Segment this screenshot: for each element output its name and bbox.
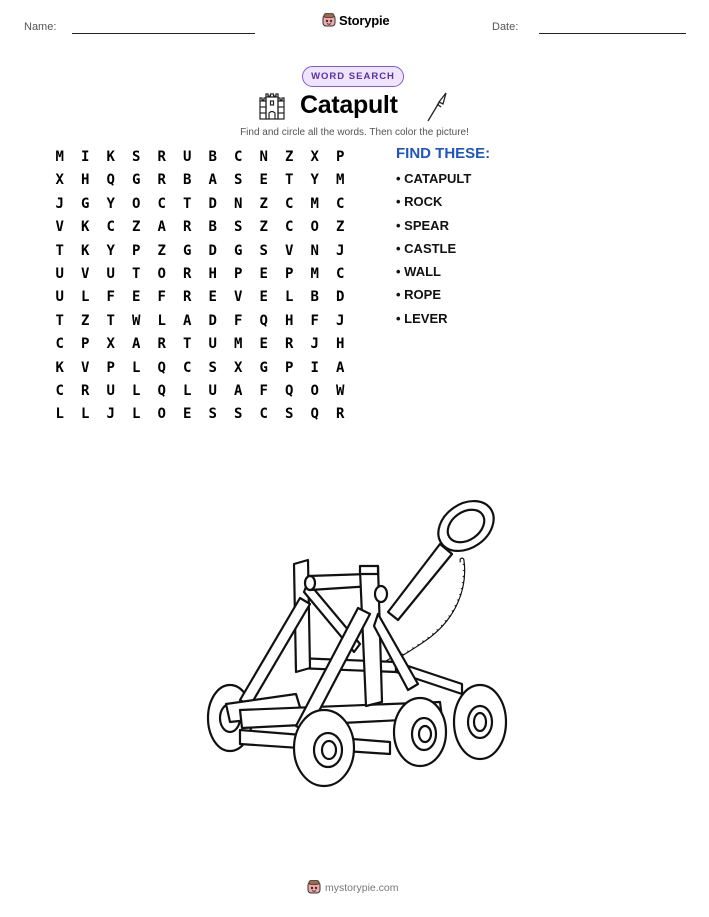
- grid-letter[interactable]: X: [234, 359, 243, 376]
- grid-letter[interactable]: N: [310, 242, 319, 259]
- spear-icon: [424, 91, 448, 123]
- grid-letter[interactable]: E: [259, 265, 268, 282]
- letter-grid[interactable]: [47, 146, 353, 427]
- storypie-mascot-icon: [322, 13, 336, 28]
- grid-letter[interactable]: F: [234, 312, 243, 329]
- instructions: Find and circle all the words. Then color the picture!: [240, 127, 469, 138]
- grid-letter[interactable]: C: [183, 359, 192, 376]
- grid-letter[interactable]: T: [285, 172, 294, 189]
- grid-letter[interactable]: T: [132, 265, 141, 282]
- grid-letter[interactable]: O: [310, 219, 319, 236]
- grid-letter[interactable]: R: [183, 289, 192, 306]
- grid-letter[interactable]: L: [132, 406, 141, 423]
- grid-letter[interactable]: D: [208, 242, 217, 259]
- grid-letter[interactable]: L: [55, 406, 64, 423]
- grid-letter[interactable]: M: [55, 149, 64, 165]
- grid-letter[interactable]: C: [285, 195, 294, 212]
- grid-letter[interactable]: L: [81, 406, 90, 423]
- grid-letter[interactable]: X: [106, 336, 115, 353]
- grid-letter[interactable]: P: [285, 265, 294, 282]
- find-these-heading: FIND THESE:: [396, 145, 491, 162]
- grid-letter[interactable]: C: [259, 406, 268, 423]
- grid-letter[interactable]: M: [336, 172, 345, 189]
- grid-letter[interactable]: L: [157, 312, 166, 329]
- grid-letter[interactable]: L: [285, 289, 294, 306]
- grid-letter[interactable]: A: [132, 336, 141, 353]
- grid-letter[interactable]: P: [234, 265, 243, 282]
- grid-letter[interactable]: Q: [157, 359, 166, 376]
- grid-letter[interactable]: S: [132, 149, 141, 165]
- grid-letter[interactable]: S: [259, 242, 268, 259]
- grid-letter[interactable]: I: [81, 149, 90, 165]
- grid-letter[interactable]: J: [336, 312, 345, 329]
- word-list-item: • ROCK: [396, 194, 443, 210]
- title-row: [0, 91, 709, 123]
- grid-letter[interactable]: U: [208, 382, 217, 399]
- grid-letter[interactable]: B: [208, 149, 217, 165]
- footer-url[interactable]: mystorypie.com: [325, 881, 399, 894]
- grid-letter[interactable]: P: [132, 242, 141, 259]
- grid-letter[interactable]: A: [234, 382, 243, 399]
- grid-letter[interactable]: U: [208, 336, 217, 353]
- grid-letter[interactable]: C: [55, 382, 64, 399]
- grid-letter[interactable]: J: [55, 195, 64, 212]
- grid-letter[interactable]: V: [55, 219, 64, 236]
- grid-letter[interactable]: C: [234, 149, 243, 165]
- grid-letter[interactable]: C: [336, 265, 345, 282]
- grid-letter[interactable]: C: [157, 195, 166, 212]
- grid-letter[interactable]: W: [336, 382, 345, 399]
- word-list-item: • WALL: [396, 264, 441, 280]
- grid-letter[interactable]: S: [285, 406, 294, 423]
- grid-letter[interactable]: E: [183, 406, 192, 423]
- grid-letter[interactable]: T: [55, 242, 64, 259]
- grid-letter[interactable]: M: [310, 195, 319, 212]
- grid-letter[interactable]: A: [208, 172, 217, 189]
- grid-letter[interactable]: S: [208, 359, 217, 376]
- grid-letter[interactable]: E: [132, 289, 141, 306]
- grid-letter[interactable]: M: [234, 336, 243, 353]
- grid-letter[interactable]: E: [259, 289, 268, 306]
- grid-letter[interactable]: E: [259, 336, 268, 353]
- word-list-item: • LEVER: [396, 310, 448, 326]
- grid-letter[interactable]: U: [106, 382, 115, 399]
- word-list-item: • ROPE: [396, 287, 442, 303]
- grid-letter[interactable]: R: [183, 219, 192, 236]
- page-title: Catapult: [300, 91, 398, 119]
- grid-letter[interactable]: G: [259, 359, 268, 376]
- grid-letter[interactable]: L: [132, 382, 141, 399]
- grid-letter[interactable]: J: [336, 242, 345, 259]
- word-list-item: • SPEAR: [396, 217, 449, 233]
- grid-letter[interactable]: T: [55, 312, 64, 329]
- grid-letter[interactable]: K: [81, 242, 90, 259]
- grid-letter[interactable]: Z: [132, 219, 141, 236]
- grid-letter[interactable]: Y: [310, 172, 319, 189]
- grid-letter[interactable]: V: [285, 242, 294, 259]
- grid-letter[interactable]: H: [208, 265, 217, 282]
- grid-letter[interactable]: A: [157, 219, 166, 236]
- grid-letter[interactable]: R: [157, 336, 166, 353]
- word-list-item: • CASTLE: [396, 240, 457, 256]
- brand-name: Storypie: [339, 13, 390, 28]
- grid-letter[interactable]: O: [157, 265, 166, 282]
- grid-letter[interactable]: R: [336, 406, 345, 423]
- grid-letter[interactable]: S: [234, 406, 243, 423]
- grid-letter[interactable]: U: [55, 265, 64, 282]
- grid-letter[interactable]: Q: [310, 406, 319, 423]
- grid-letter[interactable]: U: [55, 289, 64, 306]
- grid-letter[interactable]: X: [55, 172, 64, 189]
- grid-letter[interactable]: D: [336, 289, 345, 306]
- grid-letter[interactable]: Z: [285, 149, 294, 165]
- grid-letter[interactable]: V: [81, 265, 90, 282]
- brand-logo: [322, 13, 389, 28]
- word-list: [396, 171, 471, 334]
- grid-letter[interactable]: Q: [106, 172, 115, 189]
- grid-letter[interactable]: O: [132, 195, 141, 212]
- grid-letter[interactable]: O: [310, 382, 319, 399]
- grid-letter[interactable]: T: [183, 336, 192, 353]
- grid-letter[interactable]: G: [81, 195, 90, 212]
- grid-letter[interactable]: O: [157, 406, 166, 423]
- grid-letter[interactable]: N: [234, 195, 243, 212]
- grid-letter[interactable]: Z: [81, 312, 90, 329]
- grid-letter[interactable]: B: [310, 289, 319, 306]
- grid-letter[interactable]: L: [81, 289, 90, 306]
- grid-letter[interactable]: Y: [106, 242, 115, 259]
- grid-letter[interactable]: U: [106, 265, 115, 282]
- grid-letter[interactable]: B: [183, 172, 192, 189]
- grid-letter[interactable]: R: [81, 382, 90, 399]
- grid-letter[interactable]: T: [183, 195, 192, 212]
- date-label: Date:: [492, 21, 519, 33]
- grid-letter[interactable]: R: [157, 172, 166, 189]
- grid-letter[interactable]: N: [259, 149, 268, 165]
- grid-letter[interactable]: Z: [336, 219, 345, 236]
- grid-letter[interactable]: J: [310, 336, 319, 353]
- grid-letter[interactable]: S: [208, 406, 217, 423]
- grid-letter[interactable]: R: [285, 336, 294, 353]
- grid-letter[interactable]: P: [106, 359, 115, 376]
- grid-letter[interactable]: F: [106, 289, 115, 306]
- grid-letter[interactable]: P: [336, 149, 345, 165]
- storypie-mascot-icon: [307, 880, 321, 895]
- grid-letter[interactable]: K: [106, 149, 115, 165]
- grid-letter[interactable]: P: [81, 336, 90, 353]
- grid-letter[interactable]: H: [81, 172, 90, 189]
- word-list-item: • CATAPULT: [396, 171, 472, 186]
- grid-letter[interactable]: B: [208, 219, 217, 236]
- name-line[interactable]: [72, 33, 255, 34]
- grid-letter[interactable]: W: [132, 312, 141, 329]
- grid-letter[interactable]: D: [208, 312, 217, 329]
- grid-letter[interactable]: J: [106, 406, 115, 423]
- castle-icon: [258, 91, 286, 121]
- grid-letter[interactable]: A: [183, 312, 192, 329]
- grid-letter[interactable]: X: [310, 149, 319, 165]
- footer: [307, 880, 399, 895]
- grid-letter[interactable]: G: [234, 242, 243, 259]
- grid-letter[interactable]: Z: [259, 219, 268, 236]
- grid-letter[interactable]: Q: [285, 382, 294, 399]
- grid-letter[interactable]: C: [55, 336, 64, 353]
- word-search-badge: WORD SEARCH: [302, 66, 404, 87]
- grid-letter[interactable]: Q: [157, 382, 166, 399]
- grid-letter[interactable]: L: [183, 382, 192, 399]
- grid-letter[interactable]: V: [234, 289, 243, 306]
- name-label: Name:: [24, 21, 57, 33]
- grid-letter[interactable]: S: [234, 172, 243, 189]
- grid-letter[interactable]: F: [157, 289, 166, 306]
- grid-letter[interactable]: H: [285, 312, 294, 329]
- grid-letter[interactable]: Y: [106, 195, 115, 212]
- grid-letter[interactable]: C: [285, 219, 294, 236]
- grid-letter[interactable]: G: [183, 242, 192, 259]
- grid-letter[interactable]: Q: [259, 312, 268, 329]
- grid-letter[interactable]: E: [259, 172, 268, 189]
- grid-letter[interactable]: H: [336, 336, 345, 353]
- grid-letter[interactable]: C: [106, 219, 115, 236]
- grid-letter[interactable]: P: [285, 359, 294, 376]
- grid-letter[interactable]: M: [310, 265, 319, 282]
- grid-letter[interactable]: K: [81, 219, 90, 236]
- grid-letter[interactable]: C: [336, 195, 345, 212]
- grid-letter[interactable]: Z: [157, 242, 166, 259]
- grid-letter[interactable]: U: [183, 149, 192, 165]
- grid-letter[interactable]: R: [157, 149, 166, 165]
- grid-letter[interactable]: T: [106, 312, 115, 329]
- grid-letter[interactable]: S: [234, 219, 243, 236]
- date-line[interactable]: [539, 33, 686, 34]
- grid-letter[interactable]: Z: [259, 195, 268, 212]
- grid-letter[interactable]: A: [336, 359, 345, 376]
- grid-letter[interactable]: I: [310, 359, 319, 376]
- grid-letter[interactable]: F: [310, 312, 319, 329]
- grid-letter[interactable]: G: [132, 172, 141, 189]
- grid-letter[interactable]: F: [259, 382, 268, 399]
- grid-letter[interactable]: L: [132, 359, 141, 376]
- grid-letter[interactable]: R: [183, 265, 192, 282]
- grid-letter[interactable]: V: [81, 359, 90, 376]
- grid-letter[interactable]: K: [55, 359, 64, 376]
- grid-letter[interactable]: D: [208, 195, 217, 212]
- grid-letter[interactable]: E: [208, 289, 217, 306]
- catapult-illustration[interactable]: [200, 478, 510, 790]
